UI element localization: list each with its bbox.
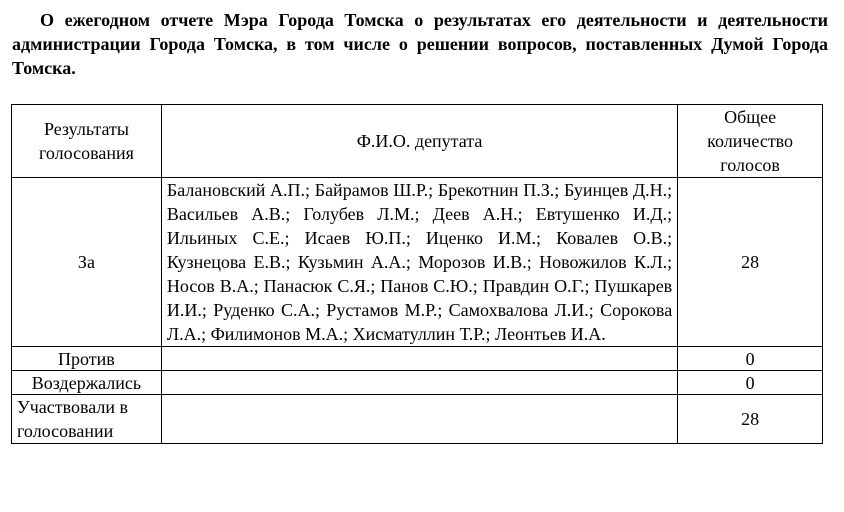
vote-count: 28 — [678, 395, 823, 444]
result-label: Участвовали в голосовании — [12, 395, 162, 444]
vote-count: 0 — [678, 347, 823, 371]
result-label: За — [12, 178, 162, 347]
voting-results-table — [11, 104, 823, 444]
vote-count: 0 — [678, 371, 823, 395]
table-row-participated — [12, 395, 823, 444]
table-row-against — [12, 347, 823, 371]
table-row-for — [12, 178, 823, 347]
header-results: Результаты голосования — [12, 105, 162, 178]
header-total-votes: Общее количество голосов — [678, 105, 823, 178]
deputies-list — [161, 371, 677, 395]
header-deputy-name: Ф.И.О. депутата — [161, 105, 677, 178]
deputies-list — [161, 347, 677, 371]
deputies-list — [161, 395, 677, 444]
result-label: Воздержались — [12, 371, 162, 395]
document-heading: О ежегодном отчете Мэра Города Томска о результатах его деятельности и деятельности администрации Города Томска, в том числе о решении вопросов, поставленных Думой Города Томска. — [12, 10, 828, 78]
table-row-abstained — [12, 371, 823, 395]
deputies-list: Балановский А.П.; Байрамов Ш.Р.; Брекотнин П.З.; Буинцев Д.Н.; Васильев А.В.; Голубев Л.М.; Деев А.Н.; Евтушенко И.Д.; Ильиных С.Е.; Исаев Ю.П.; Иценко И.М.; Ковалев О.В.; Кузнецова Е.В.; Кузьмин А.А.; Морозов И.В.; Новожилов К.Л.; Носов В.А.; Панасюк С.Я.; Панов С.Ю.; Правдин О.Г.; Пушкарев И.И.; Руденко С.А.; Рустамов М.Р.; Самохвалова Л.И.; Сорокова Л.А.; Филимонов М.А.; Хисматуллин Т.Р.; Леонтьев И.А. — [161, 178, 677, 347]
vote-count: 28 — [678, 178, 823, 347]
table-header-row — [12, 105, 823, 178]
result-label: Против — [12, 347, 162, 371]
